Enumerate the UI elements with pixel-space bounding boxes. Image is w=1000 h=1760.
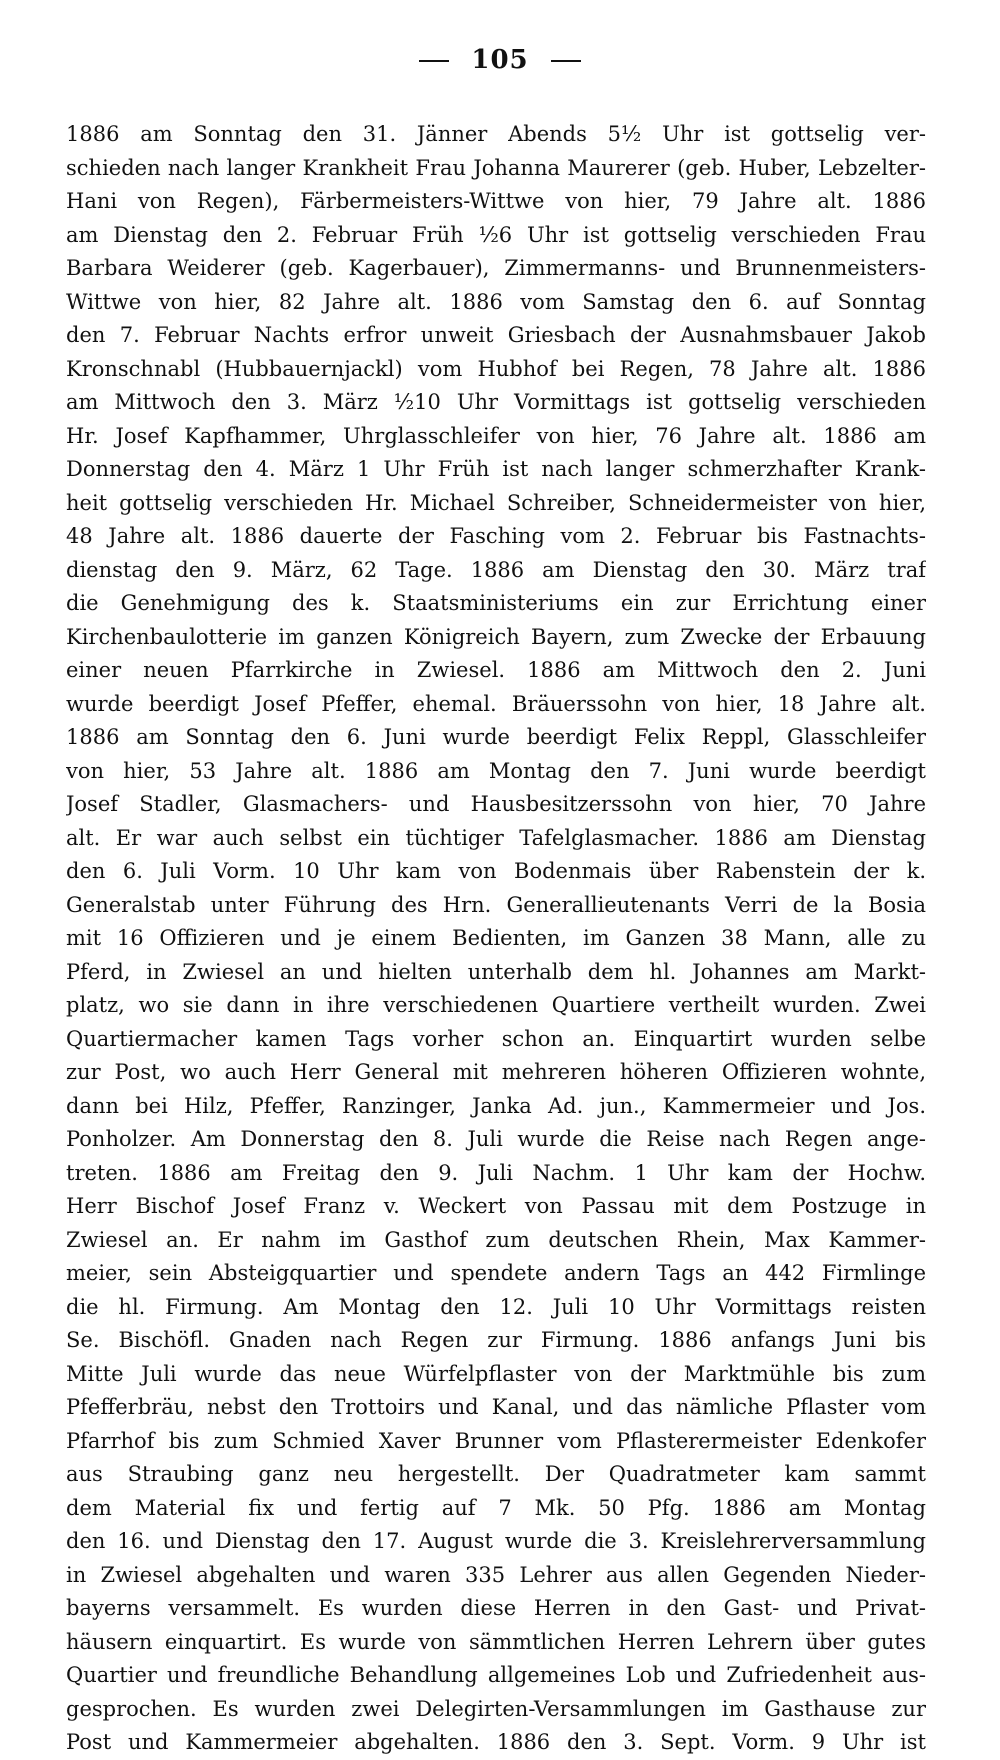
- text-line: zur Post, wo auch Herr General mit mehreren höheren Offizieren wohnte,: [66, 1060, 926, 1084]
- page-number: 105: [471, 45, 529, 75]
- text-line: 48 Jahre alt. 1886 dauerte der Fasching vom 2. Februar bis Fastnachts-: [66, 524, 926, 548]
- text-line: Quartier und freundliche Behandlung allgemeines Lob und Zufriedenheit aus-: [66, 1663, 926, 1687]
- text-line: dem Material fix und fertig auf 7 Mk. 50 Pfg. 1886 am Montag: [66, 1495, 926, 1520]
- text-line: heit gottselig verschieden Hr. Michael Schreiber, Schneidermeister von hier,: [66, 490, 926, 515]
- text-line: Wittwe von hier, 82 Jahre alt. 1886 vom Samstag den 6. auf Sonntag: [66, 289, 926, 314]
- body-text: [66, 118, 926, 1760]
- text-line: den 16. und Dienstag den 17. August wurde die 3. Kreislehrerversammlung: [66, 1529, 926, 1553]
- text-line: Josef Stadler, Glasmachers- und Hausbesitzerssohn von hier, 70 Jahre: [66, 792, 926, 816]
- text-line: 1886 am Sonntag den 6. Juni wurde beerdigt Felix Reppl, Glasschleifer: [66, 725, 926, 749]
- text-line: Hr. Josef Kapfhammer, Uhrglasschleifer von hier, 76 Jahre alt. 1886 am: [66, 423, 926, 448]
- text-line: die hl. Firmung. Am Montag den 12. Juli 10 Uhr Vormittags reisten: [66, 1294, 926, 1319]
- text-line: Quartiermacher kamen Tags vorher schon an. Einquartirt wurden selbe: [66, 1026, 926, 1051]
- text-line: Pfefferbräu, nebst den Trottoirs und Kanal, und das nämliche Pflaster vom: [66, 1395, 926, 1419]
- text-line: Herr Bischof Josef Franz v. Weckert von Passau mit dem Postzuge in: [66, 1194, 926, 1218]
- text-line: von hier, 53 Jahre alt. 1886 am Montag den 7. Juni wurde beerdigt: [66, 758, 926, 783]
- text-line: häusern einquartirt. Es wurde von sämmtlichen Herren Lehrern über gutes: [66, 1629, 926, 1654]
- text-line: mit 16 Offizieren und je einem Bedienten, im Ganzen 38 Mann, alle zu: [66, 926, 926, 950]
- text-line: den 6. Juli Vorm. 10 Uhr kam von Bodenmais über Rabenstein der k.: [66, 859, 926, 883]
- text-line: dienstag den 9. März, 62 Tage. 1886 am Dienstag den 30. März traf: [66, 557, 926, 582]
- text-line: aus Straubing ganz neu hergestellt. Der Quadratmeter kam sammt: [66, 1462, 926, 1486]
- text-line: die Genehmigung des k. Staatsministeriums ein zur Errichtung einer: [66, 591, 926, 615]
- text-line: einer neuen Pfarrkirche in Zwiesel. 1886 am Mittwoch den 2. Juni: [66, 658, 926, 682]
- page-header: [0, 45, 1000, 75]
- text-line: Kronschnabl (Hubbauernjackl) vom Hubhof bei Regen, 78 Jahre alt. 1886: [66, 356, 926, 381]
- text-line: Pfarrhof bis zum Schmied Xaver Brunner vom Pflasterermeister Edenkofer: [66, 1428, 926, 1453]
- text-line: schieden nach langer Krankheit Frau Johanna Maurerer (geb. Huber, Lebzelter-: [66, 155, 926, 180]
- text-line: Donnerstag den 4. März 1 Uhr Früh ist nach langer schmerzhafter Krank-: [66, 457, 926, 481]
- text-line: gesprochen. Es wurden zwei Delegirten-Versammlungen im Gasthause zur: [66, 1696, 926, 1721]
- header-dash-left: [419, 60, 449, 62]
- text-line: Hani von Regen), Färbermeisters-Wittwe von hier, 79 Jahre alt. 1886: [66, 189, 926, 213]
- text-line: dann bei Hilz, Pfeffer, Ranzinger, Janka Ad. jun., Kammermeier und Jos.: [66, 1093, 926, 1118]
- text-line: platz, wo sie dann in ihre verschiedenen Quartiere vertheilt wurden. Zwei: [66, 993, 926, 1017]
- text-line: am Mittwoch den 3. März ½10 Uhr Vormittags ist gottselig verschieden: [66, 390, 926, 414]
- text-line: den 7. Februar Nachts erfror unweit Griesbach der Ausnahmsbauer Jakob: [66, 323, 926, 347]
- text-line: wurde beerdigt Josef Pfeffer, ehemal. Bräuerssohn von hier, 18 Jahre alt.: [66, 691, 926, 716]
- text-line: Barbara Weiderer (geb. Kagerbauer), Zimmermanns- und Brunnenmeisters-: [66, 256, 926, 280]
- text-line: Ponholzer. Am Donnerstag den 8. Juli wurde die Reise nach Regen ange-: [66, 1127, 926, 1151]
- text-line: am Dienstag den 2. Februar Früh ½6 Uhr ist gottselig verschieden Frau: [66, 222, 926, 247]
- text-line: bayerns versammelt. Es wurden diese Herren in den Gast- und Privat-: [66, 1596, 926, 1620]
- text-line: treten. 1886 am Freitag den 9. Juli Nachm. 1 Uhr kam der Hochw.: [66, 1160, 926, 1185]
- text-line: Se. Bischöfl. Gnaden nach Regen zur Firmung. 1886 anfangs Juni bis: [66, 1328, 926, 1352]
- text-line: alt. Er war auch selbst ein tüchtiger Tafelglasmacher. 1886 am Dienstag: [66, 825, 926, 850]
- text-line: in Zwiesel abgehalten und waren 335 Lehrer aus allen Gegenden Nieder-: [66, 1562, 926, 1587]
- header-dash-right: [551, 60, 581, 62]
- text-line: Post und Kammermeier abgehalten. 1886 den 3. Sept. Vorm. 9 Uhr ist: [66, 1730, 926, 1754]
- text-line: Zwiesel an. Er nahm im Gasthof zum deutschen Rhein, Max Kammer-: [66, 1227, 926, 1252]
- text-line: 1886 am Sonntag den 31. Jänner Abends 5½ Uhr ist gottselig ver-: [66, 122, 926, 146]
- text-line: Generalstab unter Führung des Hrn. Generallieutenants Verri de la Bosia: [66, 892, 926, 917]
- text-line: Kirchenbaulotterie im ganzen Königreich Bayern, zum Zwecke der Erbauung: [66, 624, 926, 649]
- text-line: Pferd, in Zwiesel an und hielten unterhalb dem hl. Johannes am Markt-: [66, 959, 926, 984]
- text-line: Mitte Juli wurde das neue Würfelpflaster von der Marktmühle bis zum: [66, 1361, 926, 1386]
- text-line: meier, sein Absteigquartier und spendete andern Tags an 442 Firmlinge: [66, 1261, 926, 1285]
